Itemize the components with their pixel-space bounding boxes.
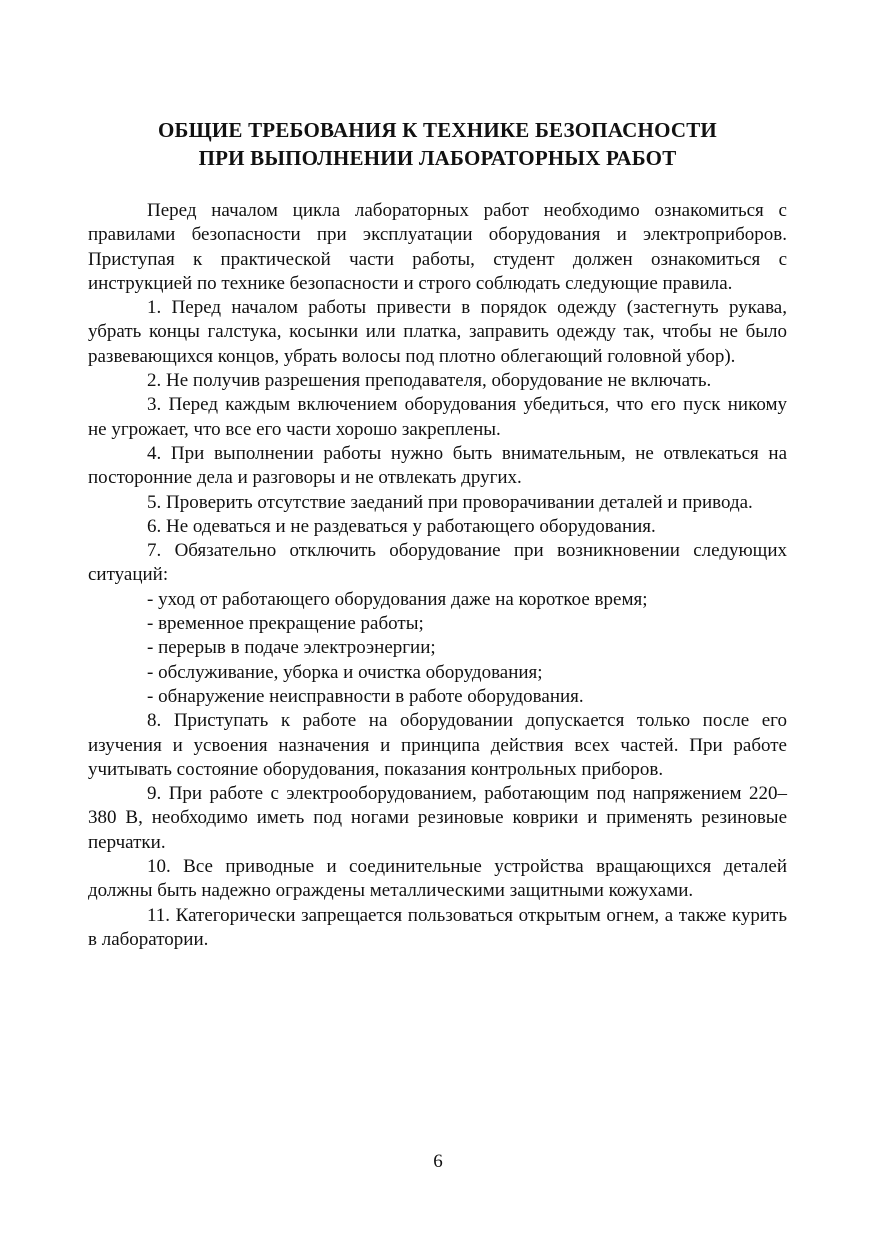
rule-1: 1. Перед началом работы привести в порядок одежду (застегнуть рукава, убрать концы галстука, косынки или платка, заправить одежду так, чтобы не было развевающихся концов, убрать волосы под плотно облегающий головной убор). <box>88 297 787 367</box>
document-page <box>88 116 787 952</box>
situation-item: - временное прекращение работы; <box>147 613 424 635</box>
document-body <box>88 199 787 952</box>
title-line-1: ОБЩИЕ ТРЕБОВАНИЯ К ТЕХНИКЕ БЕЗОПАСНОСТИ <box>158 118 717 142</box>
rule-9: 9. При работе с электрооборудованием, работающим под напряжением 220–380 В, необходимо иметь под ногами резиновые коврики и применять резиновые перчатки. <box>88 783 787 853</box>
rule-11: 11. Категорически запрещается пользоваться открытым огнем, а также курить в лаборатории. <box>88 904 787 950</box>
rule-5: 5. Проверить отсутствие заеданий при проворачивании деталей и привода. <box>147 491 753 513</box>
rule-6: 6. Не одеваться и не раздеваться у работающего оборудования. <box>147 515 656 537</box>
title-line-2: ПРИ ВЫПОЛНЕНИИ ЛАБОРАТОРНЫХ РАБОТ <box>198 146 677 170</box>
rule-4: 4. При выполнении работы нужно быть внимательным, не отвлекаться на посторонние дела и разговоры и не отвлекать других. <box>88 442 787 489</box>
page-title <box>88 116 787 172</box>
situation-item: - обслуживание, уборка и очистка оборудования; <box>147 661 543 683</box>
rule-8: 8. Приступать к работе на оборудовании допускается только после его изучения и усвоения назначения и принципа действия всех частей. При работе учитывать состояние оборудования, показания контрольных приборов. <box>88 710 787 780</box>
rule-3: 3. Перед каждым включением оборудования убедиться, что его пуск никому не угрожает, что все его части хорошо закреплены. <box>88 394 787 440</box>
rule-10: 10. Все приводные и соединительные устройства вращающихся деталей должны быть надежно ограждены металлическими защитными кожухами. <box>88 856 787 902</box>
situation-item: - перерыв в подаче электроэнергии; <box>147 637 436 659</box>
page-number: 6 <box>433 1151 443 1172</box>
intro-paragraph: Перед началом цикла лабораторных работ необходимо ознакомиться с правилами безопасности при эксплуатации оборудования и электроприборов. Приступая к практической части работы, студент должен ознакомиться с инструкцией по технике безопасности и строго соблюдать следующие правила. <box>88 200 787 294</box>
rule-7: 7. Обязательно отключить оборудование при возникновении следующих ситуаций: <box>88 540 787 586</box>
situation-item: - обнаружение неисправности в работе оборудования. <box>147 685 584 707</box>
rule-2: 2. Не получив разрешения преподавателя, оборудование не включать. <box>147 370 712 392</box>
situation-item: - уход от работающего оборудования даже на короткое время; <box>147 588 648 610</box>
